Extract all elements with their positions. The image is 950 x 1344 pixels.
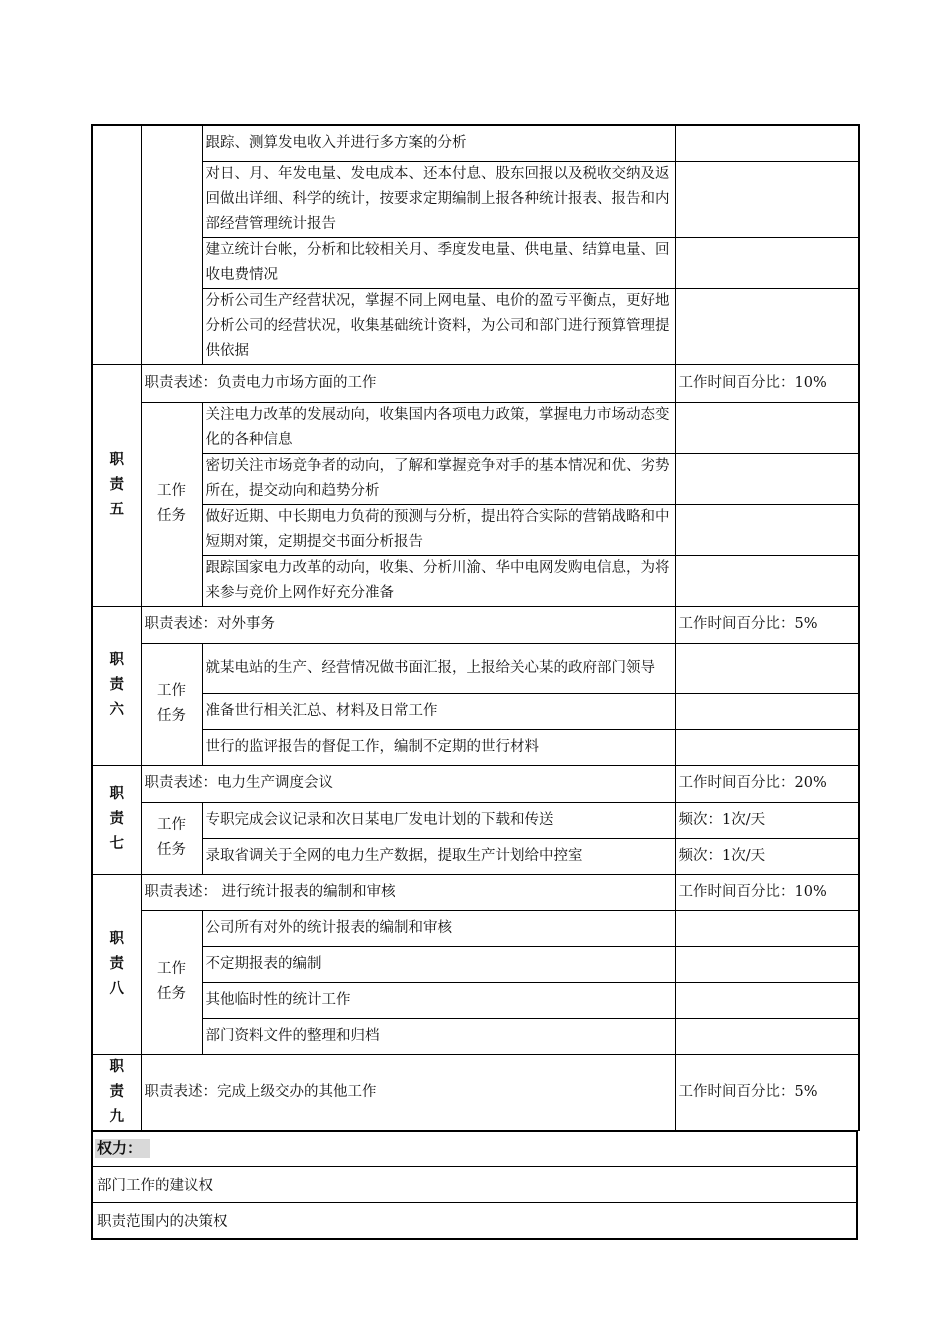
task-text: 其他临时性的统计工作 <box>202 982 675 1018</box>
duty-8-task-label: 工作 任务 <box>141 910 202 1054</box>
duty-9-time-percent: 工作时间百分比：5% <box>675 1054 859 1130</box>
task-note <box>675 402 859 453</box>
duty-7-task-label: 工作 任务 <box>141 802 202 874</box>
duty-summary-row <box>92 765 859 802</box>
task-text: 准备世行相关汇总、材料及日常工作 <box>202 693 675 729</box>
task-text: 专职完成会议记录和次日某电厂发电计划的下载和传送 <box>202 802 675 838</box>
task-text: 跟踪国家电力改革的动向，收集、分析川渝、华中电网发购电信息，为将来参与竞价上网作好充分准备 <box>202 555 675 606</box>
duty-summary-row <box>92 874 859 910</box>
duty-6-task-label: 工作 任务 <box>141 643 202 765</box>
duty-5-task-label: 工作 任务 <box>141 402 202 606</box>
task-row <box>92 946 859 982</box>
task-row <box>92 643 859 693</box>
duty-8-label: 职 责 八 <box>92 874 141 1054</box>
task-note <box>675 288 859 364</box>
task-text: 对日、月、年发电量、发电成本、还本付息、股东回报以及税收交纳及返回做出详细、科学的统计，按要求定期编制上报各种统计报表、报告和内部经营管理统计报告 <box>202 161 675 237</box>
rights-item: 职责范围内的决策权 <box>92 1202 857 1239</box>
rights-table <box>91 1130 858 1240</box>
task-note <box>675 910 859 946</box>
duty-7-time-percent: 工作时间百分比：20% <box>675 765 859 802</box>
task-note <box>675 729 859 765</box>
task-text: 公司所有对外的统计报表的编制和审核 <box>202 910 675 946</box>
duty-5-time-percent: 工作时间百分比：10% <box>675 364 859 402</box>
task-note <box>675 161 859 237</box>
duty-9-label: 职 责 九 <box>92 1054 141 1130</box>
task-row <box>92 125 859 161</box>
task-row <box>92 802 859 838</box>
task-text: 跟踪、测算发电收入并进行多方案的分析 <box>202 125 675 161</box>
task-text: 做好近期、中长期电力负荷的预测与分析，提出符合实际的营销战略和中短期对策，定期提交书面分析报告 <box>202 504 675 555</box>
duty-summary-row <box>92 1054 859 1130</box>
task-row <box>92 693 859 729</box>
task-row <box>92 161 859 237</box>
task-row <box>92 288 859 364</box>
duty-summary-row <box>92 364 859 402</box>
task-text: 部门资料文件的整理和归档 <box>202 1018 675 1054</box>
task-row <box>92 910 859 946</box>
duty-label-continued <box>92 125 141 364</box>
task-text: 世行的监评报告的督促工作，编制不定期的世行材料 <box>202 729 675 765</box>
task-note <box>675 125 859 161</box>
task-row <box>92 982 859 1018</box>
duty-summary-row <box>92 606 859 643</box>
duty-7-label: 职 责 七 <box>92 765 141 874</box>
duty-7-summary: 职责表述：电力生产调度会议 <box>141 765 675 802</box>
task-text: 分析公司生产经营状况，掌握不同上网电量、电价的盈亏平衡点，更好地分析公司的经营状况，收集基础统计资料，为公司和部门进行预算管理提供依据 <box>202 288 675 364</box>
rights-item: 部门工作的建议权 <box>92 1166 857 1202</box>
task-row <box>92 838 859 874</box>
task-row <box>92 555 859 606</box>
task-row <box>92 504 859 555</box>
task-note <box>675 1018 859 1054</box>
task-text: 不定期报表的编制 <box>202 946 675 982</box>
duty-table <box>91 124 860 1131</box>
rights-row <box>92 1202 857 1239</box>
job-description-sheet <box>91 124 858 1240</box>
task-note <box>675 946 859 982</box>
duty-5-summary: 职责表述：负责电力市场方面的工作 <box>141 364 675 402</box>
rights-row <box>92 1166 857 1202</box>
task-text: 录取省调关于全网的电力生产数据，提取生产计划给中控室 <box>202 838 675 874</box>
task-text: 密切关注市场竞争者的动向，了解和掌握竞争对手的基本情况和优、劣势所在，提交动向和趋势分析 <box>202 453 675 504</box>
duty-5-label: 职 责 五 <box>92 364 141 606</box>
task-note <box>675 693 859 729</box>
duty-6-label: 职 责 六 <box>92 606 141 765</box>
task-frequency: 频次：1次/天 <box>675 802 859 838</box>
task-text: 关注电力改革的发展动向，收集国内各项电力政策，掌握电力市场动态变化的各种信息 <box>202 402 675 453</box>
rights-heading: 权力： <box>95 1139 150 1158</box>
task-note <box>675 555 859 606</box>
task-frequency: 频次：1次/天 <box>675 838 859 874</box>
task-note <box>675 982 859 1018</box>
task-row <box>92 729 859 765</box>
duty-8-time-percent: 工作时间百分比：10% <box>675 874 859 910</box>
task-note <box>675 237 859 288</box>
task-note <box>675 504 859 555</box>
task-row <box>92 453 859 504</box>
task-text: 就某电站的生产、经营情况做书面汇报，上报给关心某的政府部门领导 <box>202 643 675 693</box>
rights-header-row <box>92 1131 857 1167</box>
task-text: 建立统计台帐，分析和比较相关月、季度发电量、供电量、结算电量、回收电费情况 <box>202 237 675 288</box>
duty-8-summary: 职责表述： 进行统计报表的编制和审核 <box>141 874 675 910</box>
duty-6-time-percent: 工作时间百分比：5% <box>675 606 859 643</box>
task-note <box>675 453 859 504</box>
task-note <box>675 643 859 693</box>
task-row <box>92 1018 859 1054</box>
rights-header-cell <box>92 1131 857 1167</box>
task-label-continued <box>141 125 202 364</box>
duty-6-summary: 职责表述：对外事务 <box>141 606 675 643</box>
duty-9-summary: 职责表述：完成上级交办的其他工作 <box>141 1054 675 1130</box>
task-row <box>92 237 859 288</box>
task-row <box>92 402 859 453</box>
